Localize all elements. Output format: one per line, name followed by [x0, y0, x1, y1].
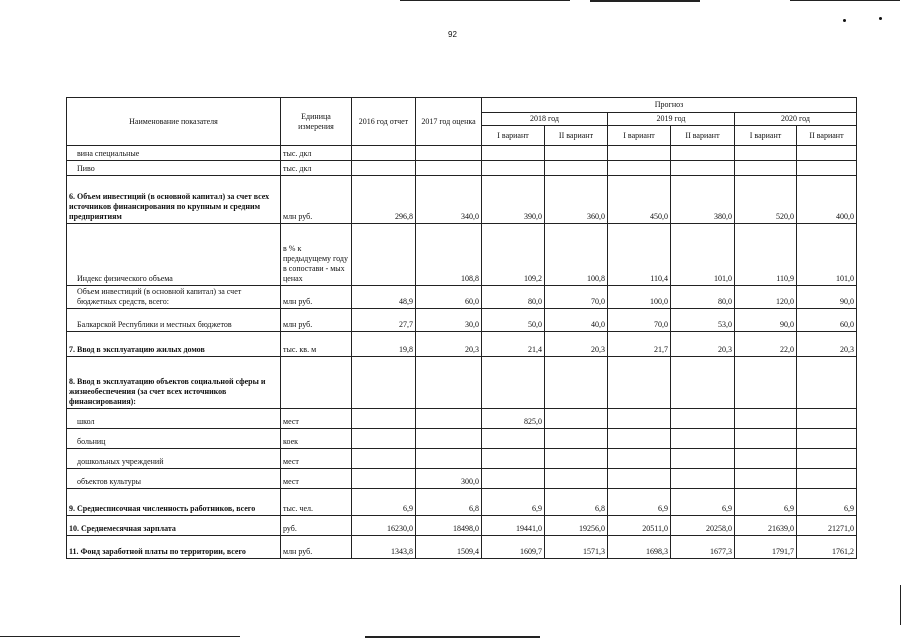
row-unit: млн руб.	[281, 286, 352, 309]
header-forecast: Прогноз	[482, 98, 857, 113]
row-value: 6,9	[608, 489, 671, 516]
row-value	[416, 429, 482, 449]
row-value: 340,0	[416, 176, 482, 224]
table-row	[67, 469, 857, 489]
row-value	[482, 161, 545, 176]
row-value: 19,8	[352, 332, 416, 357]
header-2017: 2017 год оценка	[416, 98, 482, 146]
forecast-table	[66, 97, 857, 559]
row-value	[416, 409, 482, 429]
row-value: 20,3	[797, 332, 857, 357]
row-unit: мест	[281, 469, 352, 489]
row-value	[797, 409, 857, 429]
row-value: 21271,0	[797, 516, 857, 536]
row-value	[352, 161, 416, 176]
table-row	[67, 516, 857, 536]
row-value	[797, 469, 857, 489]
row-value	[608, 409, 671, 429]
scan-edge-top-3	[790, 0, 900, 1]
header-2016: 2016 год отчет	[352, 98, 416, 146]
row-value: 27,7	[352, 309, 416, 332]
row-label: вина специальные	[67, 146, 281, 161]
row-value: 16230,0	[352, 516, 416, 536]
table-row	[67, 409, 857, 429]
table-row	[67, 429, 857, 449]
table-row	[67, 536, 857, 559]
row-value	[352, 409, 416, 429]
row-value	[352, 357, 416, 409]
row-value: 20,3	[671, 332, 735, 357]
row-value	[671, 146, 735, 161]
row-value: 390,0	[482, 176, 545, 224]
table-row	[67, 449, 857, 469]
scan-edge-bottom-2	[365, 636, 540, 638]
row-value: 19441,0	[482, 516, 545, 536]
row-value	[608, 146, 671, 161]
row-value: 60,0	[416, 286, 482, 309]
row-value	[352, 146, 416, 161]
row-value	[735, 449, 797, 469]
row-value: 21,4	[482, 332, 545, 357]
row-value: 100,0	[608, 286, 671, 309]
row-unit: мест	[281, 409, 352, 429]
row-value	[608, 161, 671, 176]
row-value	[797, 161, 857, 176]
row-unit: млн руб.	[281, 176, 352, 224]
row-value	[671, 409, 735, 429]
row-value	[797, 449, 857, 469]
scan-edge-right	[900, 585, 901, 625]
row-value	[482, 429, 545, 449]
row-value	[352, 469, 416, 489]
row-value	[416, 357, 482, 409]
row-label: Индекс физического объема	[67, 224, 281, 286]
header-2019-variant-1: I вариант	[608, 126, 671, 146]
row-value: 380,0	[671, 176, 735, 224]
header-indicator: Наименование показателя	[67, 98, 281, 146]
row-value	[671, 469, 735, 489]
row-label: объектов культуры	[67, 469, 281, 489]
header-2018: 2018 год	[482, 113, 608, 126]
row-value	[608, 469, 671, 489]
row-value	[545, 429, 608, 449]
row-unit: мест	[281, 449, 352, 469]
row-label: Объем инвестиций (в основной капитал) за счет бюджетных средств, всего:	[67, 286, 281, 309]
row-value: 21,7	[608, 332, 671, 357]
row-value	[608, 357, 671, 409]
row-label: Балкарской Республики и местных бюджетов	[67, 309, 281, 332]
row-unit: тыс. чел.	[281, 489, 352, 516]
row-value: 300,0	[416, 469, 482, 489]
row-label: школ	[67, 409, 281, 429]
row-value: 1698,3	[608, 536, 671, 559]
table-row	[67, 286, 857, 309]
row-value: 20,3	[416, 332, 482, 357]
row-label: Пиво	[67, 161, 281, 176]
row-value	[735, 469, 797, 489]
row-value: 6,8	[545, 489, 608, 516]
header-2020-variant-2: II вариант	[797, 126, 857, 146]
row-value	[352, 449, 416, 469]
row-value: 120,0	[735, 286, 797, 309]
row-unit: в % к предыдущему году в сопостави - мых ценах	[281, 224, 352, 286]
row-value	[735, 161, 797, 176]
row-value: 22,0	[735, 332, 797, 357]
row-value	[735, 146, 797, 161]
row-value: 1609,7	[482, 536, 545, 559]
row-value	[545, 146, 608, 161]
row-label: 8. Ввод в эксплуатацию объектов социальной сферы и жизнеобеспечения (за счет всех источников финансирования):	[67, 357, 281, 409]
table-row	[67, 146, 857, 161]
row-value: 50,0	[482, 309, 545, 332]
page-number: 92	[448, 30, 457, 39]
row-value	[735, 429, 797, 449]
row-label: 7. Ввод в эксплуатацию жилых домов	[67, 332, 281, 357]
row-value	[608, 429, 671, 449]
row-value: 1509,4	[416, 536, 482, 559]
row-value	[797, 429, 857, 449]
table-row	[67, 161, 857, 176]
row-value: 520,0	[735, 176, 797, 224]
row-value	[735, 409, 797, 429]
row-value	[671, 357, 735, 409]
row-value	[482, 357, 545, 409]
row-value	[545, 469, 608, 489]
scan-edge-top-2	[590, 0, 700, 2]
row-value: 6,9	[482, 489, 545, 516]
row-value: 450,0	[608, 176, 671, 224]
row-value: 110,9	[735, 224, 797, 286]
row-value: 20,3	[545, 332, 608, 357]
row-value	[482, 146, 545, 161]
row-value: 80,0	[671, 286, 735, 309]
header-2019-variant-2: II вариант	[671, 126, 735, 146]
scan-edge-bottom-1	[0, 636, 240, 637]
row-value	[545, 357, 608, 409]
row-label: 9. Среднесписочная численность работников, всего	[67, 489, 281, 516]
row-unit: коек	[281, 429, 352, 449]
table-body	[67, 146, 857, 559]
table-row	[67, 332, 857, 357]
scan-edge-top-1	[400, 0, 570, 1]
row-label: дошкольных учреждений	[67, 449, 281, 469]
row-label: 6. Объем инвестиций (в основной капитал) за счет всех источников финансирования по крупным и средним предприятиям	[67, 176, 281, 224]
row-value: 101,0	[797, 224, 857, 286]
row-value: 21639,0	[735, 516, 797, 536]
header-2020: 2020 год	[735, 113, 857, 126]
header-unit: Единица измерения	[281, 98, 352, 146]
row-value: 53,0	[671, 309, 735, 332]
table-row	[67, 176, 857, 224]
row-value: 20511,0	[608, 516, 671, 536]
row-label: 10. Среднемесячная зарплата	[67, 516, 281, 536]
scan-mark-2	[879, 17, 882, 20]
row-unit: млн руб.	[281, 536, 352, 559]
row-value: 60,0	[797, 309, 857, 332]
row-value: 6,9	[797, 489, 857, 516]
row-value: 19256,0	[545, 516, 608, 536]
row-value: 6,9	[671, 489, 735, 516]
row-value: 101,0	[671, 224, 735, 286]
row-value: 6,9	[352, 489, 416, 516]
table-row	[67, 224, 857, 286]
row-value: 109,2	[482, 224, 545, 286]
header-2020-variant-1: I вариант	[735, 126, 797, 146]
table-row	[67, 489, 857, 516]
row-unit: тыс. дкл	[281, 146, 352, 161]
row-value: 825,0	[482, 409, 545, 429]
row-value: 108,8	[416, 224, 482, 286]
row-value: 110,4	[608, 224, 671, 286]
header-2018-variant-2: II вариант	[545, 126, 608, 146]
header-2018-variant-1: I вариант	[482, 126, 545, 146]
row-value	[482, 449, 545, 469]
row-unit: тыс. дкл	[281, 161, 352, 176]
row-value: 20258,0	[671, 516, 735, 536]
row-label: 11. Фонд заработной платы по территории, всего	[67, 536, 281, 559]
row-value: 48,9	[352, 286, 416, 309]
row-value: 18498,0	[416, 516, 482, 536]
row-value	[352, 429, 416, 449]
row-value	[797, 146, 857, 161]
row-value: 1343,8	[352, 536, 416, 559]
row-value	[416, 146, 482, 161]
row-value	[545, 161, 608, 176]
row-value	[671, 161, 735, 176]
row-value: 6,9	[735, 489, 797, 516]
row-value	[352, 224, 416, 286]
row-value: 1791,7	[735, 536, 797, 559]
row-value	[416, 161, 482, 176]
row-unit: руб.	[281, 516, 352, 536]
row-value: 1571,3	[545, 536, 608, 559]
row-value	[671, 429, 735, 449]
row-value	[482, 469, 545, 489]
row-value	[545, 449, 608, 469]
row-value: 296,8	[352, 176, 416, 224]
row-unit: млн руб.	[281, 309, 352, 332]
row-value: 1761,2	[797, 536, 857, 559]
row-value	[416, 449, 482, 469]
scan-mark-1	[843, 19, 846, 22]
row-value: 40,0	[545, 309, 608, 332]
row-value: 6,8	[416, 489, 482, 516]
row-value: 360,0	[545, 176, 608, 224]
row-value: 400,0	[797, 176, 857, 224]
row-value: 80,0	[482, 286, 545, 309]
row-value: 1677,3	[671, 536, 735, 559]
row-value: 70,0	[545, 286, 608, 309]
row-value: 30,0	[416, 309, 482, 332]
table-row	[67, 309, 857, 332]
row-value: 90,0	[735, 309, 797, 332]
row-value	[545, 409, 608, 429]
row-value: 70,0	[608, 309, 671, 332]
row-unit: тыс. кв. м	[281, 332, 352, 357]
row-value: 90,0	[797, 286, 857, 309]
row-value	[608, 449, 671, 469]
row-value	[671, 449, 735, 469]
row-value	[797, 357, 857, 409]
row-unit	[281, 357, 352, 409]
table-row	[67, 357, 857, 409]
row-value	[735, 357, 797, 409]
row-label: больниц	[67, 429, 281, 449]
row-value: 100,8	[545, 224, 608, 286]
header-2019: 2019 год	[608, 113, 735, 126]
